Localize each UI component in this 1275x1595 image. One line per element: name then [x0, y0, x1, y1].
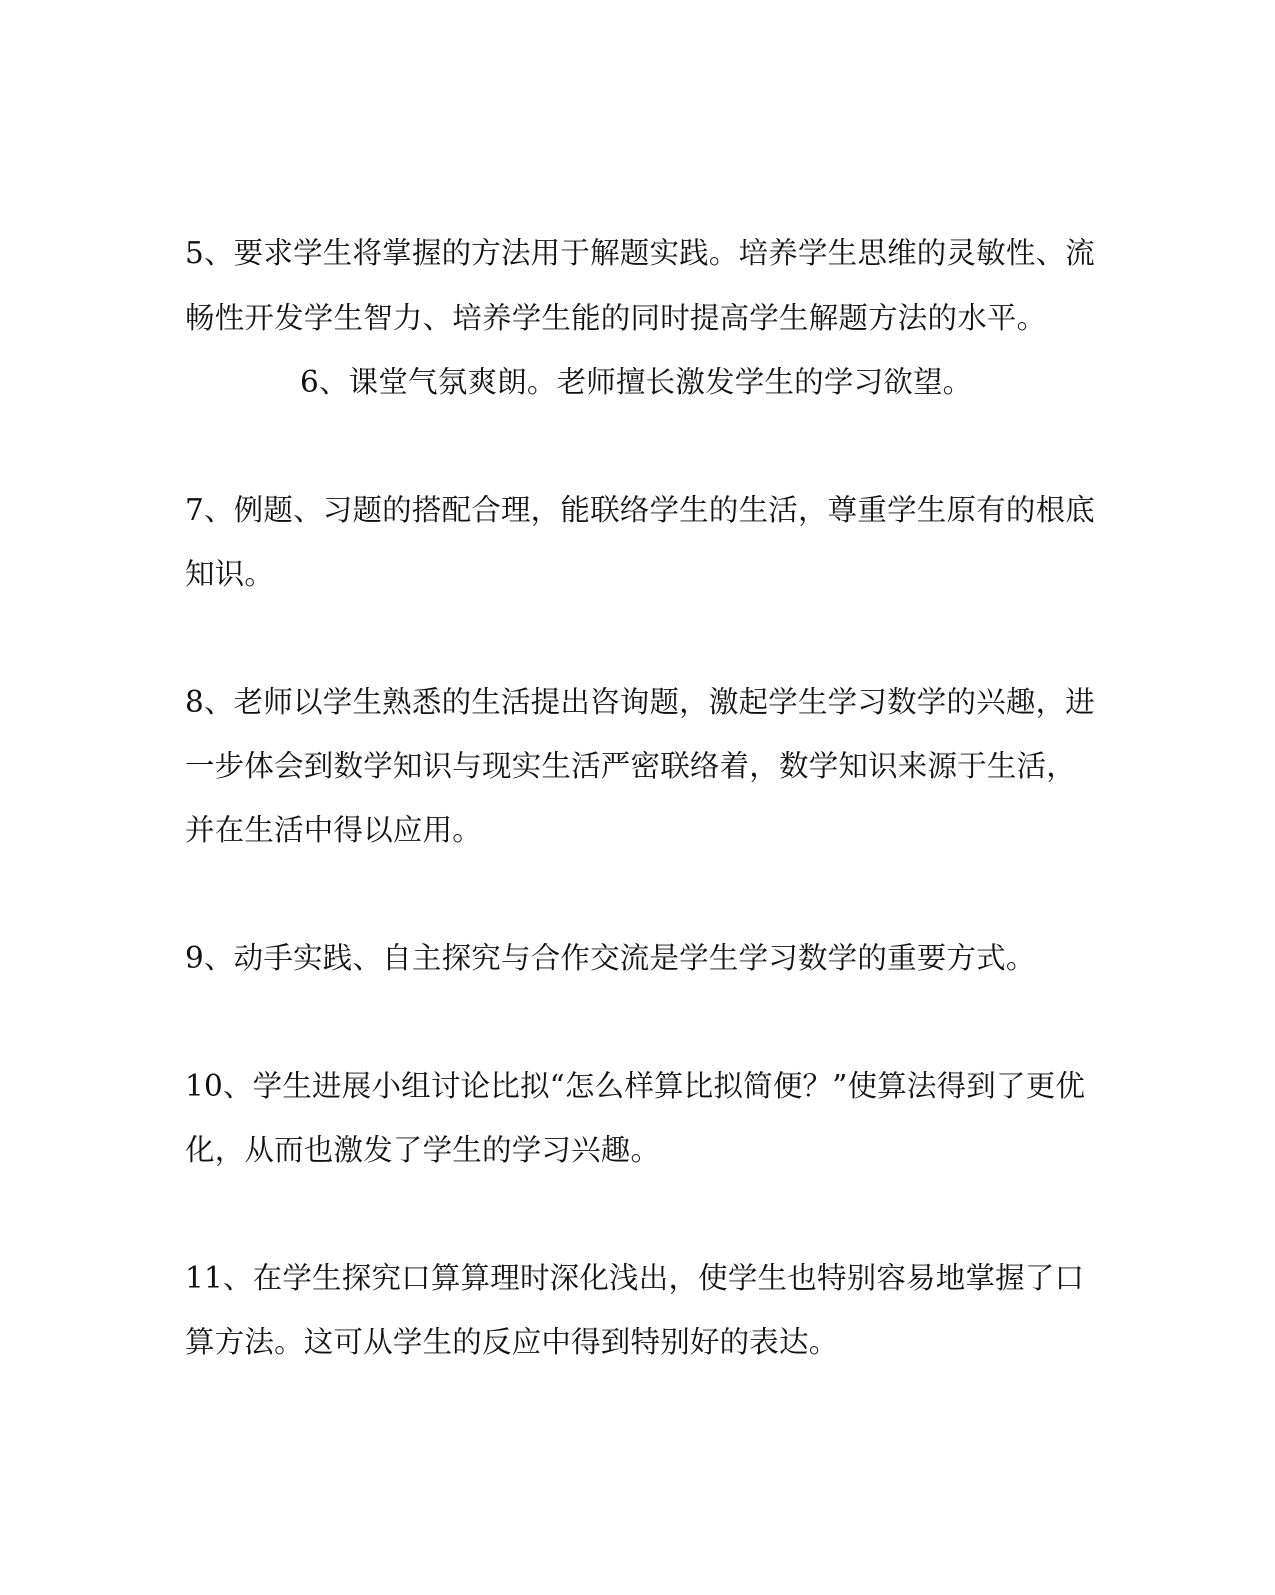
paragraph-6-line-1: 6、课堂气氛爽朗。老师擅长激发学生的学习欲望。: [300, 365, 973, 399]
paragraph-8-line-3: 并在生活中得以应用。: [185, 813, 483, 847]
paragraph-10-line-1: 10、学生进展小组讨论比拟“怎么样算比拟简便？”使算法得到了更优: [185, 1069, 1086, 1103]
paragraph-10-line-2: 化，从而也激发了学生的学习兴趣。: [185, 1133, 661, 1167]
paragraph-8-line-1: 8、老师以学生熟悉的生活提出咨询题，激起学生学习数学的兴趣，进: [185, 685, 1095, 719]
paragraph-11-line-2: 算方法。这可从学生的反应中得到特别好的表达。: [185, 1325, 839, 1359]
paragraph-7-line-2: 知识。: [185, 557, 275, 591]
paragraph-7-line-1: 7、例题、习题的搭配合理，能联络学生的生活，尊重学生原有的根底: [185, 493, 1095, 527]
paragraph-5-line-2: 畅性开发学生智力、培养学生能的同时提高学生解题方法的水平。: [185, 301, 1047, 335]
paragraph-8-line-2: 一步体会到数学知识与现实生活严密联络着，数学知识来源于生活，: [185, 749, 1077, 783]
paragraph-9-line-1: 9、动手实践、自主探究与合作交流是学生学习数学的重要方式。: [185, 941, 1036, 975]
paragraph-11-line-1: 11、在学生探究口算算理时深化浅出，使学生也特别容易地掌握了口: [185, 1261, 1085, 1295]
paragraph-5-line-1: 5、要求学生将掌握的方法用于解题实践。培养学生思维的灵敏性、流: [185, 236, 1095, 270]
